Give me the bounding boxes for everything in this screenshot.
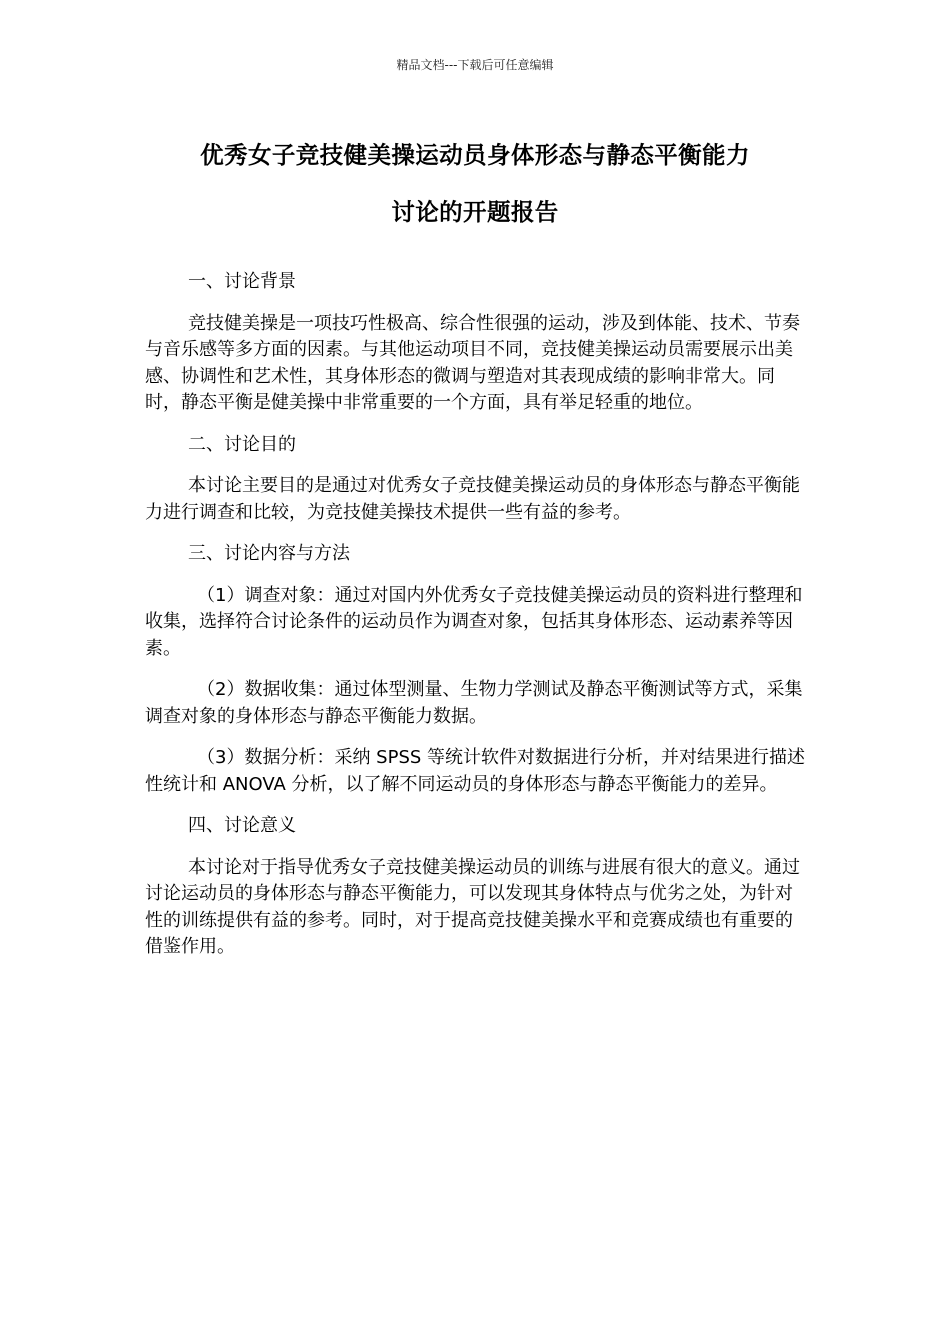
document-title-line-2: 讨论的开题报告 — [391, 198, 559, 226]
section-text-background: 竞技健美操是一项技巧性极高、综合性很强的运动，涉及到体能、技术、节奏与音乐感等多方面的因素。与其他运动项目不同，竞技健美操运动员需要展示出美感、协调性和艺术性，其身体形态的微调与塑造对其表现成绩的影响非常大。同时，静态平衡是健美操中非常重要的一个方面，具有举足轻重的地位。 — [145, 312, 800, 413]
document-body — [145, 269, 810, 976]
section-heading-significance: 四、讨论意义 — [188, 815, 296, 836]
methods-item-subjects: （1）调查对象：通过对国内外优秀女子竞技健美操运动员的资料进行整理和收集，选择符合讨论条件的运动员作为调查对象，包括其身体形态、运动素养等因素。 — [145, 584, 803, 659]
section-heading-methods: 三、讨论内容与方法 — [188, 543, 350, 564]
page-header-note: 精品文档---下载后可任意编辑 — [396, 58, 554, 72]
methods-item-data-analysis: （3）数据分析：采纳 SPSS 等统计软件对数据进行分析，并对结果进行描述性统计和 ANOVA 分析，以了解不同运动员的身体形态与静态平衡能力的差异。 — [145, 747, 806, 795]
section-heading-background: 一、讨论背景 — [188, 271, 296, 292]
document-title-line-1: 优秀女子竞技健美操运动员身体形态与静态平衡能力 — [200, 141, 750, 169]
section-heading-purpose: 二、讨论目的 — [188, 433, 296, 455]
methods-item-data-collection: （2）数据收集：通过体型测量、生物力学测试及静态平衡测试等方式，采集调查对象的身体形态与静态平衡能力数据。 — [145, 679, 803, 727]
section-text-purpose: 本讨论主要目的是通过对优秀女子竞技健美操运动员的身体形态与静态平衡能力进行调查和比较，为竞技健美操技术提供一些有益的参考。 — [145, 475, 800, 523]
section-text-significance: 本讨论对于指导优秀女子竞技健美操运动员的训练与进展有很大的意义。通过讨论运动员的身体形态与静态平衡能力，可以发现其身体特点与优劣之处，为针对性的训练提供有益的参考。同时，对于提高竞技健美操水平和竞赛成绩也有重要的借鉴作用。 — [145, 856, 800, 957]
